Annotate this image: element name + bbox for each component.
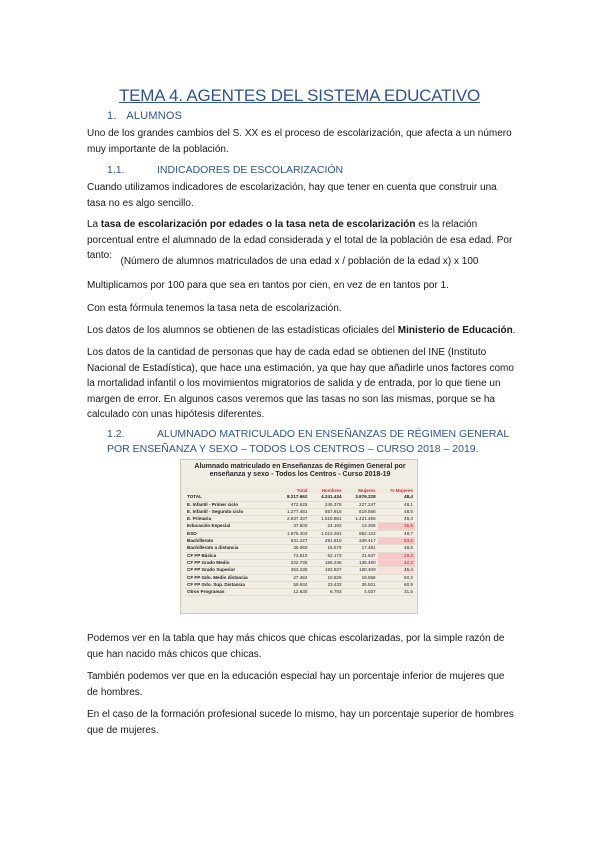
column-header: Hombres	[309, 488, 343, 494]
table-row	[185, 494, 415, 501]
section-label: ALUMNADO MATRICULADO EN ENSEÑANZAS DE RÉGIMEN GENERAL POR ENSEÑANZA Y SEXO – TODOS LOS CENTROS – CURSO 2018 – 2019.	[107, 428, 509, 455]
row-label: Educación Especial	[185, 523, 275, 530]
table-cell: 1.515.881	[309, 516, 343, 523]
text-run: .	[512, 325, 516, 336]
paragraph-conclusion-2: También podemos ver que en la educación especial hay un porcentaje inferior de mujeres que de hombres.	[87, 671, 505, 698]
paragraph-conclusion-3: En el caso de la formación profesional sucede lo mismo, hay un porcentaje superior de hombres que de mujeres.	[87, 709, 514, 736]
table-cell: 631.227	[275, 538, 309, 545]
table-cell: 227.247	[344, 501, 378, 508]
table-cell: 29,3	[378, 552, 415, 559]
table-cell: 36.060	[275, 545, 309, 552]
row-label: E. Infantil - Segundo ciclo	[185, 508, 275, 515]
section-heading-alumnado	[107, 427, 517, 457]
table-cell: 291.810	[309, 538, 343, 545]
table-cell: 12.830	[275, 589, 309, 596]
table-cell: 48,4	[378, 516, 415, 523]
table-row	[185, 516, 415, 523]
bold-term: Ministerio de Educación	[397, 325, 513, 336]
table-cell: 59.934	[275, 581, 309, 588]
table-cell: 1.013.281	[309, 530, 343, 537]
table-cell: 186.246	[309, 559, 343, 566]
table-cell: 31,5	[378, 589, 415, 596]
row-label: E. Infantil - Primer ciclo	[185, 501, 275, 508]
row-label: CF FP Gdo. Medio distancia	[185, 574, 275, 581]
table-cell: 45,4	[378, 567, 415, 574]
table-cell: 322.736	[275, 559, 309, 566]
paragraph-formula-result: Con esta fórmula tenemos la tasa neta de escolarización.	[87, 303, 342, 314]
table-row	[185, 552, 415, 559]
table-cell: 48,5	[378, 545, 415, 552]
table-row	[185, 538, 415, 545]
section-number: 1.2.	[107, 428, 125, 440]
table-cell: 353.235	[275, 567, 309, 574]
table-cell: 8.217.662	[275, 494, 309, 501]
table-cell: 1.421.456	[344, 516, 378, 523]
section-label: INDICADORES DE ESCOLARIZACIÓN	[157, 164, 344, 176]
table-row	[185, 530, 415, 537]
paragraph-ine: Los datos de la cantidad de personas que hay de cada edad se obtienen del INE (Instituto Nacional de Estadística), que hace una estimación, ya que hay que añadirle unos factores como la mortalidad infantil o los movimientos migratorios de salida y de entrada, por lo que tiene un margen de error. En algunos casos veremos que las tasas no son las mismas, porque se ha calculado con unas hipótesis diferentes.	[87, 347, 514, 420]
table-cell: 245.378	[309, 501, 343, 508]
row-label: E. Primaria	[185, 516, 275, 523]
table-cell: 4.241.434	[309, 494, 343, 501]
table-cell: 21.637	[344, 552, 378, 559]
table-cell: 1.277.481	[275, 508, 309, 515]
text-run: Los datos de los alumnos se obtienen de las estadísticas oficiales del	[87, 325, 398, 336]
table-cell: 48,1	[378, 501, 415, 508]
section-label: ALUMNOS	[126, 110, 183, 122]
table-cell: 52.173	[309, 552, 343, 559]
table-cell: 48,4	[378, 494, 415, 501]
table-cell: 4.037	[344, 589, 378, 596]
formula: (Número de alumnos matriculados de una edad x / población de la edad x) x 100	[120, 256, 479, 267]
row-label: CF FP Grado Superior	[185, 567, 275, 574]
table-row	[185, 508, 415, 515]
table-title: Alumnado matriculado en Enseñanzas de Régimen General por enseñanza y sexo - Todos los Centros - Curso 2018-19	[194, 463, 406, 478]
table-row	[185, 574, 415, 581]
table-cell: 657.915	[309, 508, 343, 515]
table-cell: 27.484	[275, 574, 309, 581]
table-cell: 17.481	[344, 545, 378, 552]
paragraph-intro: Uno de los grandes cambios del S. XX es el proceso de escolarización, que afecta a un número muy importante de la población.	[87, 128, 512, 155]
table-cell: 192.827	[309, 567, 343, 574]
paragraph-conclusion-1: Podemos ver en la tabla que hay más chicos que chicas escolarizadas, por la simple razón de que han nacido más chicos que chicas.	[87, 633, 505, 660]
table-cell: 339.417	[344, 538, 378, 545]
text-run: La	[87, 219, 101, 230]
bold-term: tasa de escolarización por edades o la tasa neta de escolarización	[100, 219, 416, 230]
row-label: CF FP Gdo. Sup. Distancia	[185, 581, 275, 588]
table-cell: 10.926	[309, 574, 343, 581]
table-cell: 60,2	[378, 574, 415, 581]
table-cell: 136.490	[344, 559, 378, 566]
row-label: Bachillerato a distancia	[185, 545, 275, 552]
enrollment-table	[185, 488, 415, 596]
table-cell: 23.433	[309, 581, 343, 588]
table-cell: 16.558	[344, 574, 378, 581]
section-heading-alumnos	[107, 110, 182, 122]
table-cell: 160.408	[344, 567, 378, 574]
paragraph-multiplicamos: Multiplicamos por 100 para que sea en tantos por cien, en vez de en tantos por 1.	[87, 280, 449, 291]
table-row	[185, 501, 415, 508]
table-cell: 35,5	[378, 523, 415, 530]
table-cell: 48,7	[378, 530, 415, 537]
table-row	[185, 545, 415, 552]
table-cell: 472.625	[275, 501, 309, 508]
table-cell: 18.579	[309, 545, 343, 552]
table-row	[185, 567, 415, 574]
section-number: 1.1.	[107, 164, 125, 176]
text-run: es la relación porcentual entre el alumnado de la edad considerada y el total de la población de esa edad. Por tanto:	[87, 219, 513, 261]
table-cell: 42,3	[378, 559, 415, 566]
enrollment-table-image	[180, 459, 418, 614]
table-cell: 60,9	[378, 581, 415, 588]
column-header: Total	[275, 488, 309, 494]
column-header: % Mujeres	[378, 488, 415, 494]
column-header: Mujeres	[344, 488, 378, 494]
table-cell: 1.975.403	[275, 530, 309, 537]
table-cell: 37.500	[275, 523, 309, 530]
table-row	[185, 581, 415, 588]
row-label: Otros Programas	[185, 589, 275, 596]
table-row	[185, 523, 415, 530]
table-cell: 2.937.337	[275, 516, 309, 523]
table-cell: 36.501	[344, 581, 378, 588]
table-cell: 53,8	[378, 538, 415, 545]
row-label: ESO	[185, 530, 275, 537]
section-heading-indicadores	[107, 164, 343, 176]
row-label: TOTAL	[185, 494, 275, 501]
paragraph-indicadores: Cuando utilizamos indicadores de escolarización, hay que tener en cuenta que construir una tasa no es algo sencillo.	[87, 182, 497, 209]
table-row	[185, 589, 415, 596]
table-cell: 3.976.228	[344, 494, 378, 501]
row-label: CF FP Básica	[185, 552, 275, 559]
table-row	[185, 559, 415, 566]
table-cell: 24.192	[309, 523, 343, 530]
row-label: CF FP Grado Medio	[185, 559, 275, 566]
table-cell: 8.793	[309, 589, 343, 596]
table-cell: 48,5	[378, 508, 415, 515]
table-cell: 962.122	[344, 530, 378, 537]
table-cell: 619.566	[344, 508, 378, 515]
table-cell: 73.810	[275, 552, 309, 559]
paragraph-ministerio	[87, 323, 517, 339]
section-number: 1.	[107, 110, 117, 122]
row-label: Bachillerato	[185, 538, 275, 545]
table-cell: 13.308	[344, 523, 378, 530]
page-title: TEMA 4. AGENTES DEL SISTEMA EDUCATIVO	[118, 86, 481, 105]
